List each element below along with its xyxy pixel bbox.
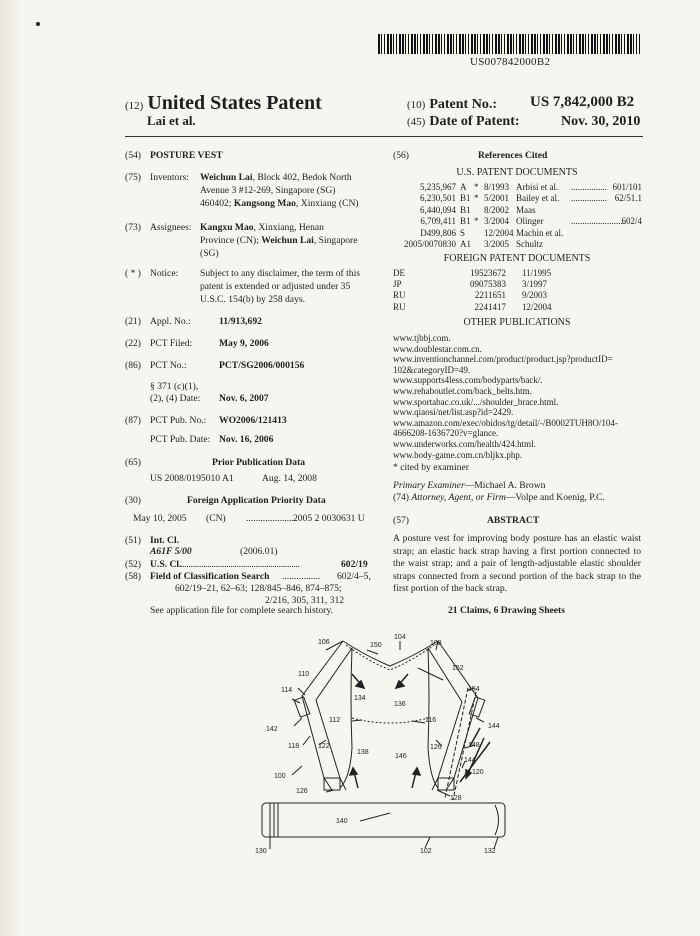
ref-label: 142 — [266, 726, 278, 733]
barcode — [378, 34, 640, 54]
other-pubs-title: OTHER PUBLICATIONS — [463, 317, 571, 328]
us-doc-star: * — [474, 193, 479, 204]
us-doc-class: 601/101 — [612, 182, 642, 192]
ref-label: 144 — [488, 723, 500, 730]
prior-pub-date: Aug. 14, 2008 — [262, 473, 317, 484]
us-doc-number: 2005/0070830 — [403, 239, 456, 249]
us-doc-date: 12/2004 — [484, 227, 514, 238]
refs-title: References Cited — [478, 150, 548, 161]
scan-speck — [36, 22, 40, 26]
pct-pub-no-label: PCT Pub. No.: — [150, 415, 207, 426]
ref-label: 136 — [394, 701, 406, 708]
field-line-1-value: 602/4–5, — [337, 571, 371, 582]
ref-label: 148 — [468, 742, 480, 749]
back-stitch — [352, 718, 428, 723]
prior-pub-title: Prior Publication Data — [212, 457, 306, 468]
refs-code: (56) — [393, 150, 409, 161]
prior-pub-number: US 2008/0195010 A1 — [150, 473, 234, 484]
field-line-4: See application file for complete search history. — [150, 605, 333, 616]
ref-label: 144 — [464, 757, 476, 764]
pct-filed-code: (22) — [125, 338, 141, 349]
ref-label: 128 — [450, 795, 462, 802]
us-doc-kind: B1 — [460, 216, 471, 227]
page-edge-shadow — [0, 0, 22, 936]
other-pub-line: www.rehaboutlet.com/back_belts.htm. — [393, 386, 532, 396]
pct-filed-value: May 9, 2006 — [219, 338, 269, 349]
ref-label: 146 — [395, 753, 407, 760]
foreign-doc-number: 09075383 — [470, 279, 506, 290]
ref-label: 132 — [484, 848, 496, 855]
reference-labels — [255, 634, 500, 855]
foreign-doc-country: RU — [393, 301, 406, 312]
us-doc-dots: ................ — [571, 193, 607, 204]
us-doc-date: 5/2001 — [484, 193, 510, 204]
pct-no-code: (86) — [125, 360, 141, 371]
patent-authors: Lai et al. — [147, 113, 196, 128]
us-doc-name: Schultz — [516, 239, 543, 249]
assignees-code: (73) — [125, 222, 141, 233]
us-doc-star: * — [474, 182, 479, 192]
ref-label: 138 — [357, 749, 369, 756]
foreign-priority-date: May 10, 2005 — [133, 513, 187, 524]
arrow-136-head — [396, 681, 404, 688]
foreign-doc-date: 9/2003 — [522, 290, 548, 301]
waist-strap-end-right — [495, 805, 499, 835]
other-pub-line: www.underworks.com/health/424.html. — [393, 439, 536, 449]
ref-label: 104 — [394, 634, 406, 641]
inventors-code: (75) — [125, 172, 141, 183]
pct-filed-label: PCT Filed: — [150, 338, 193, 349]
foreign-doc-number: 2211651 — [474, 290, 506, 301]
foreign-doc-country: DE — [393, 268, 405, 278]
appl-no-code: (21) — [125, 316, 141, 327]
other-pub-line: www.supports4less.com/bodyparts/back/. — [393, 375, 543, 386]
other-pub-line: www.inventionchannel.com/product/product.jsp?productID= — [393, 354, 613, 365]
ref-label: 102 — [420, 848, 432, 855]
us-cl-label: U.S. Cl. — [150, 559, 182, 570]
assignees-line-1: Kangxu Mao, Xinxiang, Henan — [200, 222, 324, 233]
other-pub-line: www.doublestar.com.cn. — [393, 343, 482, 354]
foreign-doc-date: 11/1995 — [522, 268, 552, 278]
appl-no-value: 11/913,692 — [219, 316, 262, 327]
right-connector — [438, 778, 454, 790]
ref-label: 154 — [468, 686, 480, 693]
us-doc-number: 6,230,501 — [420, 193, 456, 204]
us-doc-kind: B1 — [460, 204, 471, 215]
ref-label: 140 — [336, 818, 348, 825]
foreign-priority-code: (30) — [125, 495, 141, 506]
us-doc-class: 602/4 — [621, 216, 642, 227]
foreign-doc-date: 12/2004 — [522, 301, 552, 312]
inventors-line-3: 460402; Kangsong Mao, Xinxiang (CN) — [200, 198, 359, 209]
us-doc-date: 8/1993 — [484, 182, 510, 192]
us-doc-name: Bailey et al. — [516, 193, 560, 204]
s371-line-1: § 371 (c)(1), — [150, 381, 199, 392]
ref-label: 106 — [318, 639, 330, 646]
arrow-148-head — [413, 768, 420, 775]
us-cl-code: (52) — [125, 559, 141, 570]
pct-pub-no-value: WO2006/121413 — [219, 415, 287, 426]
ref-label: 130 — [255, 848, 267, 855]
us-doc-number: 6,440,094 — [420, 204, 456, 215]
int-cl-year: (2006.01) — [240, 546, 278, 557]
other-pub-line: www.tjbbj.com. — [393, 333, 451, 343]
ref-label: 114 — [281, 687, 293, 694]
notice-line-3: U.S.C. 154(b) by 258 days. — [200, 294, 305, 305]
int-cl-label: Int. Cl. — [150, 535, 180, 546]
back-panel-left — [340, 648, 352, 788]
pct-no-label: PCT No.: — [150, 360, 187, 371]
notice-line-2: patent is extended or adjusted under 35 — [200, 281, 351, 292]
foreign-doc-number: 19523672 — [470, 268, 506, 278]
assignees-label: Assignees: — [150, 222, 192, 233]
left-buckle — [294, 697, 310, 717]
patent-number-value: US 7,842,000 B2 — [530, 94, 635, 110]
patent-type-code: (12) — [125, 100, 144, 112]
pct-pub-date-value: Nov. 16, 2006 — [219, 434, 274, 445]
us-doc-name: Arbisi et al. — [516, 182, 559, 192]
field-line-2: 602/19–21, 62–63; 128/845–846, 874–875; — [175, 583, 342, 594]
cited-note: * cited by examiner — [393, 462, 469, 473]
foreign-doc-country: JP — [393, 279, 402, 290]
other-pub-line: www.sportabac.co.uk/.../shoulder_brace.html. — [393, 396, 559, 407]
ref-label: 126 — [296, 788, 308, 795]
us-doc-star: * — [474, 216, 479, 227]
vest-figure — [240, 628, 530, 856]
patent-number-label: (10) Patent No.: — [407, 97, 497, 112]
prior-pub-code: (65) — [125, 457, 141, 468]
foreign-priority-country: (CN) — [206, 513, 226, 524]
arrow-134-head — [356, 681, 364, 688]
us-doc-kind: B1 — [460, 193, 471, 204]
barcode-number: US007842000B2 — [470, 56, 551, 68]
field-dots: ................ — [282, 571, 321, 582]
us-doc-number: 6,709,411 — [420, 216, 456, 227]
ref-label: 112 — [329, 717, 341, 724]
field-line-3: 2/216, 305, 311, 312 — [265, 595, 345, 606]
ref-label: 126 — [430, 744, 442, 751]
us-doc-name: Olinger — [516, 216, 544, 227]
us-cl-value: 602/19 — [341, 559, 368, 570]
collar-line — [343, 641, 438, 666]
us-cl-dots: ......................................................... — [180, 559, 300, 570]
ref-label: 118 — [288, 743, 300, 750]
title-code: (54) — [125, 150, 141, 161]
appl-no-label: Appl. No.: — [150, 316, 191, 327]
foreign-priority-number: 2005 2 0030631 U — [293, 513, 365, 524]
ref-label: 122 — [318, 743, 330, 750]
patent-date-label: (45) Date of Patent: — [407, 114, 520, 129]
us-doc-date: 3/2004 — [484, 216, 510, 227]
other-pub-line: www.qiaosi/net/list.asp?id=2429. — [393, 407, 514, 418]
foreign-doc-date: 3/1997 — [522, 279, 548, 290]
notice-line-1: Subject to any disclaimer, the term of this — [200, 268, 361, 279]
header-rule — [125, 136, 643, 137]
assignees-line-3: (SG) — [200, 248, 219, 259]
waist-strap — [262, 803, 505, 837]
claims-summary: 21 Claims, 6 Drawing Sheets — [448, 605, 565, 616]
abstract-title: ABSTRACT — [487, 515, 540, 526]
attorney: (74) Attorney, Agent, or Firm—Volpe and Koenig, P.C. — [393, 492, 605, 503]
inventors-label: Inventors: — [150, 172, 189, 183]
us-docs-title: U.S. PATENT DOCUMENTS — [456, 167, 578, 178]
ref-label: 116 — [425, 717, 437, 724]
ref-label: 134 — [354, 695, 366, 702]
us-doc-name: Maas — [516, 204, 536, 215]
field-label: Field of Classification Search — [150, 571, 270, 582]
other-pub-line: www.amazon.com/exec/obidos/tg/detail/-/B0002TUH8O/104- — [393, 417, 618, 428]
inventors-line-1: Weichun Lai, Block 402, Bedok North — [200, 172, 352, 183]
foreign-docs-title: FOREIGN PATENT DOCUMENTS — [443, 253, 591, 264]
us-doc-kind: A — [460, 182, 467, 192]
assignees-line-2: Province (CN); Weichun Lai, Singapore — [200, 235, 358, 246]
us-doc-dots: ........................ — [571, 216, 625, 227]
pct-pub-date-label: PCT Pub. Date: — [150, 434, 211, 445]
patent-date-value: Nov. 30, 2010 — [561, 114, 641, 129]
ref-label: 152 — [452, 665, 464, 672]
ref-label: 110 — [298, 671, 310, 678]
s371-line-2: (2), (4) Date: — [150, 393, 201, 404]
inventors-line-2: Avenue 3 #12-269, Singapore (SG) — [200, 185, 336, 196]
ref-label: 100 — [274, 773, 286, 780]
foreign-priority-title: Foreign Application Priority Data — [187, 495, 326, 506]
patent-type-text: United States Patent — [147, 92, 322, 114]
waist-strap-end-left — [270, 803, 278, 837]
field-code: (58) — [125, 571, 141, 582]
notice-label: Notice: — [150, 268, 179, 279]
s371-value: Nov. 6, 2007 — [219, 393, 269, 404]
pct-no-value: PCT/SG2006/000156 — [219, 360, 305, 371]
pct-pub-no-code: (87) — [125, 415, 141, 426]
foreign-doc-number: 2241417 — [474, 301, 506, 312]
foreign-priority-dots: .................... — [246, 513, 294, 524]
abstract-text: A posture vest for improving body posture has an elastic waist strap; an elastic back strap having a first portion connected to the waist strap; and a pair of length-adjustable elastic shoulder straps connected from a second portion of the back strap to the first portion of the back strap. — [393, 533, 641, 595]
invention-title: POSTURE VEST — [150, 150, 223, 161]
us-doc-name: Machin et al. — [516, 227, 564, 238]
int-cl-class: A61F 5/00 — [150, 546, 192, 557]
us-doc-kind: A1 — [460, 239, 471, 249]
us-doc-dots: ................ — [571, 182, 607, 192]
ref-label: 150 — [370, 642, 382, 649]
other-pub-line: www.body-game.com.cn/bljkx.php. — [393, 449, 523, 460]
abstract-code: (57) — [393, 515, 409, 526]
other-pub-line: 102&categoryID=49. — [393, 364, 471, 375]
arrow-138-head — [350, 768, 357, 775]
ref-label: 120 — [472, 769, 484, 776]
us-doc-date: 8/2002 — [484, 204, 510, 215]
foreign-doc-country: RU — [393, 290, 406, 301]
us-doc-kind: S — [460, 227, 466, 238]
patent-type — [125, 92, 322, 115]
int-cl-code: (51) — [125, 535, 141, 546]
us-doc-date: 3/2005 — [484, 239, 510, 249]
us-doc-class: 62/51.1 — [614, 193, 642, 204]
primary-examiner: Primary Examiner—Michael A. Brown — [393, 480, 546, 491]
us-doc-number: D499,806 — [420, 227, 456, 238]
left-connector — [324, 778, 340, 790]
ref-label: 108 — [430, 640, 442, 647]
other-pub-line: 4666208-1636720?v=glance. — [393, 428, 499, 439]
notice-code: ( * ) — [125, 268, 141, 279]
us-doc-number: 5,235,967 — [420, 182, 456, 192]
